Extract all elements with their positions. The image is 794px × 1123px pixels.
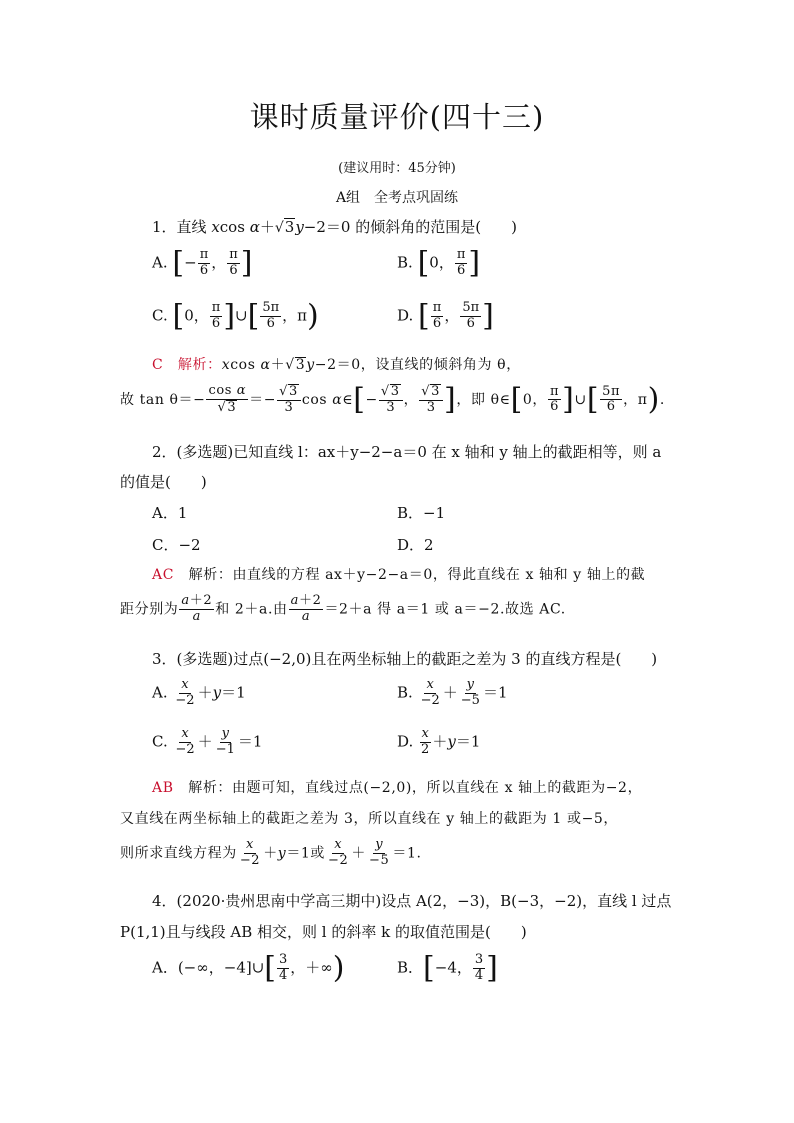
q1-option-b: B. [0， $\frac{\pi}{6}$ ] bbox=[397, 245, 481, 281]
q4-stem-line1: 4．(2020·贵州思南中学高三期中)设点 A(2，−3)，B(−3，−2)，直线 l 过点 bbox=[152, 892, 672, 910]
q4-option-b: B．[−4， $\frac{3}{4}$ ] bbox=[397, 950, 498, 986]
q3-analysis-line2: 又直线在两坐标轴上的截距之差为 3，所以直线在 y 轴上的截距为 1 或−5， bbox=[120, 811, 619, 827]
q4-stem-line2: P(1,1)且与线段 AB 相交，则 l 的斜率 k 的取值范围是( ) bbox=[120, 923, 527, 941]
q2-stem-line2: 的值是( ) bbox=[120, 473, 207, 491]
q3-analysis-line1: AB 解析：由题可知，直线过点(−2,0)，所以直线在 x 轴上的截距为−2， bbox=[152, 780, 643, 796]
q2-option-b: B．−1 bbox=[397, 504, 446, 522]
group-heading: A组 全考点巩固练 bbox=[335, 190, 459, 206]
q3-option-c: C. $\frac{x}{-2}$ ＋ $\frac{y}{-1}$ ＝1 bbox=[152, 726, 263, 757]
q1-analysis-line1: C 解析：xcos α＋√3y−2＝0，设直线的倾斜角为 θ， bbox=[152, 357, 521, 373]
q1-option-a: A. [− $\frac{\pi}{6}$ ， $\frac{\pi}{6}$ ] bbox=[152, 245, 253, 281]
time-suggestion: (建议用时：45分钟) bbox=[338, 161, 456, 176]
q2-answer: AC bbox=[152, 567, 175, 583]
q1-analysis-line2: 故 tan θ＝− $\frac{\text{cos α}}{√3}$ ＝− $\frac{√3}{3}$ cos α∈[− $\frac{√3}{3}$ ， $\frac{√3}{3}$ ]，即 θ∈[0， $\frac{\pi}{6}$ ]∪[ $\frac{5\pi}{6}$ ，π). bbox=[120, 381, 665, 417]
q1-stem: 1．直线 xcos α＋√3y−2＝0 的倾斜角的范围是( ) bbox=[152, 218, 517, 236]
q2-option-d: D．2 bbox=[397, 536, 434, 554]
q2-option-a: A．1 bbox=[152, 504, 188, 522]
q3-option-d: D. $\frac{x}{2}$ ＋y＝1 bbox=[397, 726, 481, 757]
q3-stem: 3．(多选题)过点(−2,0)且在两坐标轴上的截距之差为 3 的直线方程是( ) bbox=[152, 650, 658, 668]
q2-option-c: C．−2 bbox=[152, 536, 201, 554]
q2-analysis-line2: 距分别为 $\frac{a+2}{a}$ 和 2＋a.由 $\frac{a+2}{a}$ ＝2＋a 得 a＝1 或 a＝−2.故选 AC. bbox=[120, 593, 566, 624]
q4-option-a: A．(−∞，−4]∪[ $\frac{3}{4}$ ，＋∞) bbox=[152, 950, 345, 986]
page-title: 课时质量评价(四十三) bbox=[249, 100, 545, 134]
q2-stem-line1: 2．(多选题)已知直线 l：ax＋y−2−a＝0 在 x 轴和 y 轴上的截距相等，则 a bbox=[152, 443, 662, 461]
q2-analysis-line1: AC 解析：由直线的方程 ax＋y−2−a＝0，得此直线在 x 轴和 y 轴上的截 bbox=[152, 567, 646, 583]
q3-analysis-line3: 则所求直线方程为 $\frac{x}{-2}$ ＋y＝1或 $\frac{x}{-2}$ ＋ $\frac{y}{-5}$ ＝1. bbox=[120, 837, 422, 868]
q1-option-c: C. [0， $\frac{\pi}{6}$ ]∪[ $\frac{5\pi}{6}$ ，π) bbox=[152, 298, 319, 334]
q3-option-b: B. $\frac{x}{-2}$ ＋ $\frac{y}{-5}$ ＝1 bbox=[397, 677, 508, 708]
q3-answer: AB bbox=[152, 780, 174, 796]
q1-option-d: D. [ $\frac{\pi}{6}$ ， $\frac{5\pi}{6}$ ] bbox=[397, 298, 494, 334]
q1-answer: C bbox=[152, 357, 164, 373]
q3-option-a: A. $\frac{x}{-2}$ ＋y＝1 bbox=[152, 677, 246, 708]
